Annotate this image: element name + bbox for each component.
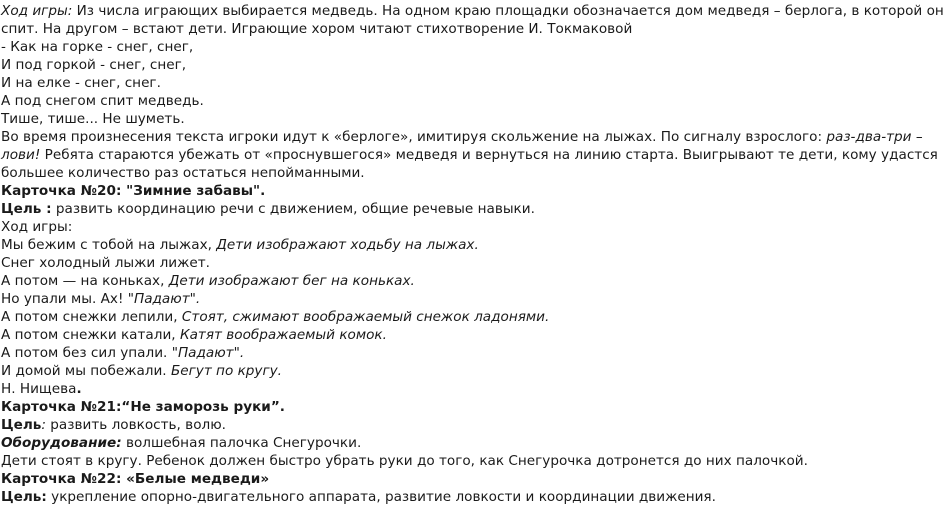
text-line: спит. На другом – встают дети. Играющие хором читают стихотворение И. Токмаковой [1, 21, 633, 37]
italic-run: раз-два-три – [826, 129, 923, 145]
text-line: Ход игры: [1, 219, 73, 235]
italic-run: Катят воображаемый комок. [179, 327, 387, 343]
text-line [1, 434, 361, 452]
italic-run: "Падают". [171, 345, 245, 361]
text-line [1, 2, 944, 20]
poem-line: Тише, тише... Не шуметь. [1, 111, 185, 127]
text-run: И домой мы побежали. [1, 363, 171, 379]
italic-run: лови! [1, 147, 41, 163]
text-run: Но упали мы. Ах! [1, 291, 128, 307]
text-run: А потом снежки катали, [1, 327, 180, 343]
text-line [1, 128, 923, 146]
text-run: развить ловкость, волю. [45, 417, 226, 433]
text-run: Мы бежим с тобой на лыжах, [1, 237, 217, 253]
text-run: Ребята стараются убежать от «проснувшегося» медведя и вернуться на линию старта. Выигрывают те дети, кому удастся [40, 147, 938, 163]
poem-line: И на елке - снег, снег. [1, 75, 161, 91]
text-run: волшебная палочка Снегурочки. [121, 435, 362, 451]
author-name: Н. Нищева [1, 381, 77, 397]
italic-run: "Падают". [127, 291, 201, 307]
text-line [1, 236, 479, 254]
label-game-course: Ход игры: [1, 3, 73, 19]
card-22-heading: Карточка №22: «Белые медведи» [1, 471, 270, 487]
label-goal: Цель: [1, 489, 47, 505]
poem-line: А под снегом спит медведь. [1, 93, 204, 109]
text-line [1, 146, 938, 164]
text-line [1, 326, 387, 344]
label-goal: Цель [1, 417, 42, 433]
text-run: : [41, 417, 46, 433]
text-line [1, 290, 200, 308]
card-20-heading: Карточка №20: "Зимние забавы". [1, 183, 266, 199]
italic-run: Дети изображают бег на коньках. [168, 273, 415, 289]
italic-run: Бегут по кругу. [170, 363, 282, 379]
text-run: А потом без сил упали. [1, 345, 172, 361]
label-equipment: Оборудование: [1, 435, 122, 451]
text-line [1, 344, 244, 362]
text-line: Дети стоят в кругу. Ребенок должен быстро убрать руки до того, как Снегурочка дотронется до них палочкой. [1, 453, 808, 469]
poem-line: И под горкой - снег, снег, [1, 57, 187, 73]
label-goal: Цель : [1, 201, 52, 217]
text-run: укрепление опорно-двигательного аппарата, развитие ловкости и координации движения. [46, 489, 716, 505]
text-run: А потом снежки лепили, [1, 309, 182, 325]
text-line [1, 488, 716, 506]
italic-run: Дети изображают ходьбу на лыжах. [216, 237, 479, 253]
text-run: развить координацию речи с движением, общие речевые навыки. [51, 201, 535, 217]
text-line [1, 200, 535, 218]
italic-run: Стоят, сжимают воображаемый снежок ладонями. [181, 309, 550, 325]
text-line [1, 362, 282, 380]
text-run: . [76, 381, 82, 397]
text-run: Во время произнесения текста игроки идут к «берлоге», имитируя скольжение на лыжах. По сигналу взрослого: [1, 129, 827, 145]
card-21-heading: Карточка №21:“Не заморозь руки”. [1, 399, 285, 415]
text-line: Снег холодный лыжи лижет. [1, 255, 210, 271]
text-line [1, 308, 549, 326]
author-line [1, 380, 82, 398]
text-run: А потом — на коньках, [1, 273, 169, 289]
text-line: большее количество раз остаться непойманными. [1, 165, 365, 181]
poem-line: - Как на горке - снег, снег, [1, 39, 194, 55]
text-line [1, 272, 415, 290]
text-line [1, 416, 226, 434]
text-run: Из числа играющих выбирается медведь. На одном краю площадки обозначается дом медведя – берлога, в которой он [72, 3, 944, 19]
